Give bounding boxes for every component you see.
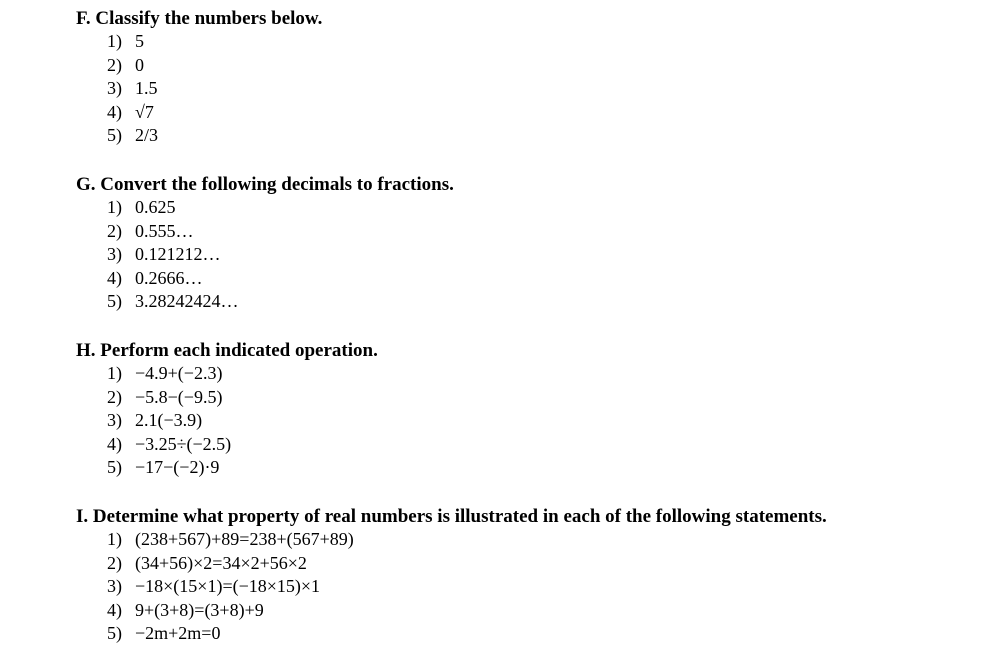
- item-text: 0: [135, 54, 144, 75]
- item-text: −17−(−2)·9: [135, 457, 220, 477]
- item-number: 2): [107, 54, 122, 75]
- list-item: [107, 622, 827, 646]
- list-item: [107, 77, 322, 101]
- item-number: 5): [107, 457, 122, 477]
- item-text: 2.1(−3.9): [135, 410, 203, 430]
- list-item: [107, 409, 378, 433]
- item-number: 1): [107, 31, 122, 51]
- item-number: 3): [107, 410, 122, 430]
- item-text: 2/3: [135, 125, 159, 145]
- item-text: −2m+2m=0: [135, 623, 221, 643]
- item-number: 4): [107, 599, 122, 620]
- item-list: [76, 196, 454, 314]
- item-list: [76, 30, 322, 148]
- item-number: 3): [107, 576, 122, 596]
- list-item: [107, 101, 322, 125]
- item-text: −3.25÷(−2.5): [135, 433, 232, 454]
- item-number: 2): [107, 552, 122, 573]
- list-item: [107, 30, 322, 54]
- list-item: [107, 267, 454, 291]
- item-text: √7: [135, 101, 154, 122]
- item-number: 2): [107, 220, 122, 241]
- section-heading: I. Determine what property of real numbers is illustrated in each of the following statements.: [76, 506, 827, 527]
- item-number: 3): [107, 78, 122, 98]
- item-text: −18×(15×1)=(−18×15)×1: [135, 576, 321, 596]
- list-item: [107, 528, 827, 552]
- section-f: [76, 8, 322, 148]
- section-heading: F. Classify the numbers below.: [76, 8, 323, 29]
- section-g: [76, 174, 454, 314]
- item-number: 5): [107, 623, 122, 643]
- list-item: [107, 456, 378, 480]
- section-heading: G. Convert the following decimals to fractions.: [76, 174, 454, 195]
- item-text: (34+56)×2=34×2+56×2: [135, 552, 307, 573]
- item-number: 2): [107, 386, 122, 407]
- item-text: 3.28242424…: [135, 291, 239, 311]
- item-text: −4.9+(−2.3): [135, 363, 223, 383]
- item-text: 0.625: [135, 197, 176, 217]
- item-number: 1): [107, 363, 122, 383]
- item-number: 4): [107, 101, 122, 122]
- list-item: [107, 220, 454, 244]
- item-number: 4): [107, 433, 122, 454]
- item-text: 0.121212…: [135, 244, 221, 264]
- list-item: [107, 362, 378, 386]
- section-h: [76, 340, 378, 480]
- list-item: [107, 196, 454, 220]
- section-heading: H. Perform each indicated operation.: [76, 340, 378, 361]
- item-text: 5: [135, 31, 144, 51]
- item-number: 5): [107, 291, 122, 311]
- item-number: 5): [107, 125, 122, 145]
- item-list: [76, 528, 827, 646]
- item-text: (238+567)+89=238+(567+89): [135, 529, 354, 549]
- list-item: [107, 433, 378, 457]
- item-text: 0.555…: [135, 220, 194, 241]
- list-item: [107, 290, 454, 314]
- list-item: [107, 552, 827, 576]
- list-item: [107, 54, 322, 78]
- list-item: [107, 575, 827, 599]
- list-item: [107, 599, 827, 623]
- section-i: [76, 506, 827, 646]
- item-number: 1): [107, 529, 122, 549]
- item-number: 1): [107, 197, 122, 217]
- item-text: 9+(3+8)=(3+8)+9: [135, 599, 264, 620]
- list-item: [107, 386, 378, 410]
- item-text: −5.8−(−9.5): [135, 386, 223, 407]
- item-list: [76, 362, 378, 480]
- list-item: [107, 124, 322, 148]
- item-number: 4): [107, 267, 122, 288]
- item-number: 3): [107, 244, 122, 264]
- item-text: 1.5: [135, 78, 158, 98]
- list-item: [107, 243, 454, 267]
- item-text: 0.2666…: [135, 267, 203, 288]
